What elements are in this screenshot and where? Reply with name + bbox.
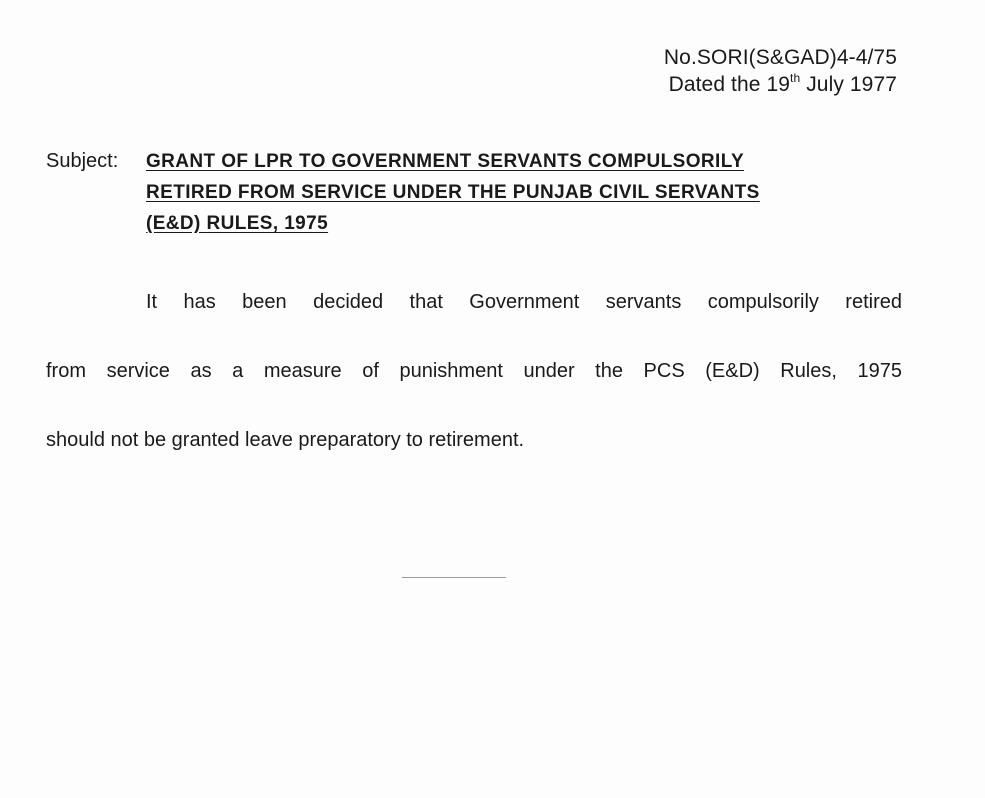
subject-section	[46, 146, 906, 239]
subject-line: RETIRED FROM SERVICE UNDER THE PUNJAB CIVIL SERVANTS	[146, 182, 760, 203]
body-line: It has been decided that Government servants compulsorily retired	[146, 291, 902, 313]
closing-divider	[402, 577, 506, 578]
date-rest: July 1977	[800, 73, 897, 96]
subject-line: GRANT OF LPR TO GOVERNMENT SERVANTS COMPULSORILY	[146, 151, 745, 172]
reference-number: No.SORI(S&GAD)4-4/75	[663, 46, 897, 69]
reference-block	[664, 44, 897, 98]
body-line: should not be granted leave preparatory to retirement.	[46, 429, 525, 451]
subject-heading	[146, 146, 896, 239]
body-line: from service as a measure of punishment under the PCS (E&D) Rules, 1975	[46, 360, 902, 382]
date-ordinal-suffix: th	[790, 71, 801, 85]
reference-date	[664, 71, 897, 98]
date-prefix: Dated the 19	[668, 73, 791, 96]
body-paragraph	[46, 283, 902, 490]
subject-line: (E&D) RULES, 1975	[146, 213, 329, 234]
subject-label: Subject:	[46, 150, 119, 172]
